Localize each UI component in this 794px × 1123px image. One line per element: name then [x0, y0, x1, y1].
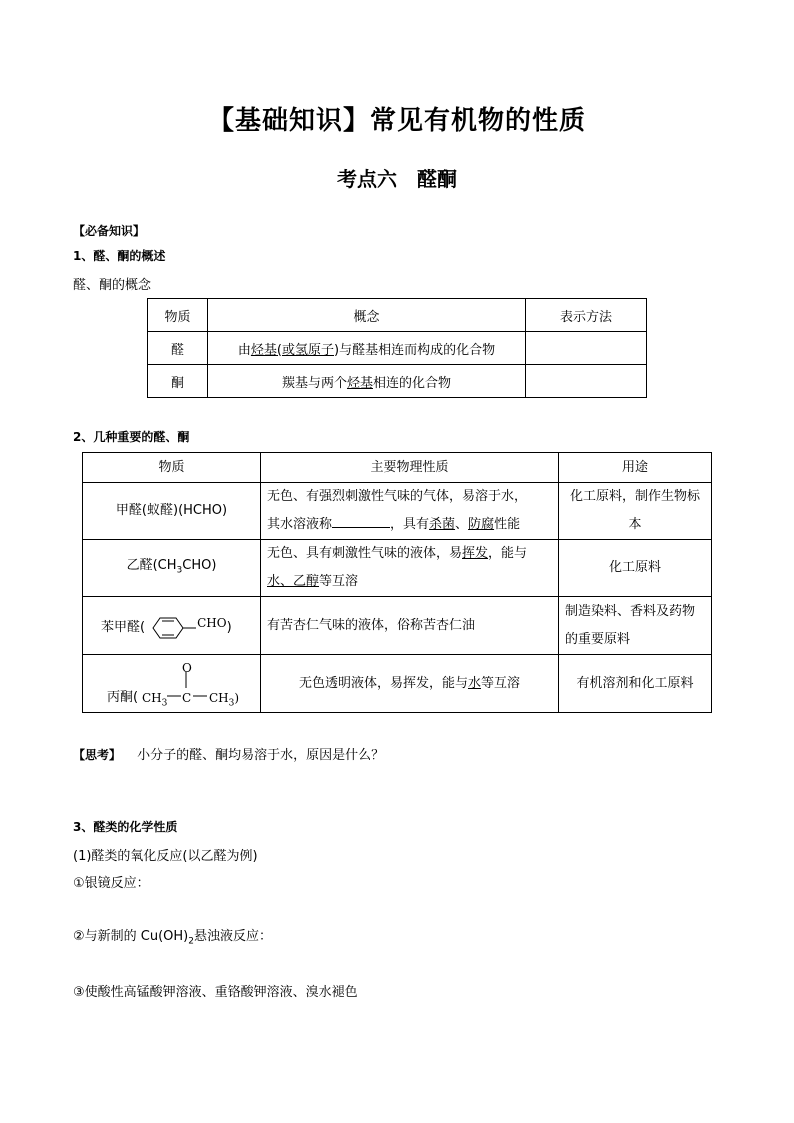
think-label: 【思考】 [73, 748, 122, 762]
table-header-cell: 概念 [208, 299, 526, 332]
section-label: 【必备知识】 [73, 224, 146, 238]
table-header-cell: 物质 [148, 299, 208, 332]
table-row [83, 655, 712, 713]
table-cell: 化工原料，制作生物标本 [559, 483, 712, 540]
table-row [148, 332, 647, 365]
table-header-row [148, 299, 647, 332]
section-1-heading: 1、醛、酮的概述 [73, 249, 166, 263]
section-3-sub1: (1)醛类的氧化反应(以乙醛为例) [73, 849, 258, 864]
table-row [83, 483, 712, 540]
concept-table [147, 298, 647, 398]
table-row [83, 540, 712, 597]
page-subtitle: 考点六 醛酮 [337, 167, 457, 191]
section-3-item3: ③使酸性高锰酸钾溶液、重铬酸钾溶液、溴水褪色 [73, 985, 358, 1000]
think-question [73, 744, 384, 763]
table-cell: 化工原料 [559, 540, 712, 597]
table-cell: 无色透明液体，易挥发，能与水等互溶 [261, 655, 559, 713]
table-cell: 有机溶剂和化工原料 [559, 655, 712, 713]
section-3-item1: ①银镜反应： [73, 876, 150, 891]
page-title: 【基础知识】常见有机物的性质 [207, 106, 586, 136]
table-cell: 无色、有强烈刺激性气味的气体，易溶于水， 其水溶液称 ，具有杀菌、防腐性能 [261, 483, 559, 540]
table-cell [83, 655, 261, 713]
table-header-cell: 物质 [83, 453, 261, 483]
section-3-item2: ②与新制的 $Cu(OH)_2$悬浊液反应： [73, 929, 273, 947]
section-2-heading: 2、几种重要的醛、酮 [73, 430, 190, 444]
section-3-heading: 3、醛类的化学性质 [73, 820, 178, 834]
table-cell [526, 332, 647, 365]
table-cell: 酮 [148, 365, 208, 398]
benzene-ring-structure [145, 615, 197, 641]
table-header-cell: 表示方法 [526, 299, 647, 332]
table-row [83, 597, 712, 655]
table-cell: 醛 [148, 332, 208, 365]
think-text: 小分子的醛、酮均易溶于水，原因是什么？ [137, 748, 385, 763]
table-cell: 制造染料、香料及药物的重要原料 [559, 597, 712, 655]
table-cell: 甲醛(蚁醛)(HCHO) [83, 483, 261, 540]
table-cell: 乙醛$(CH_3CHO)$ [83, 540, 261, 597]
table-header-row [83, 453, 712, 483]
table-cell: 由烃基(或氢原子)与醛基相连而构成的化合物 [208, 332, 526, 365]
table-header-cell: 用途 [559, 453, 712, 483]
table-header-cell: 主要物理性质 [261, 453, 559, 483]
table-cell [526, 365, 647, 398]
table-cell: 羰基与两个烃基相连的化合物 [208, 365, 526, 398]
table-cell: 无色、具有刺激性气味的液体，易挥发，能与 水、乙醇等互溶 [261, 540, 559, 597]
table-cell: 有苦杏仁气味的液体，俗称苦杏仁油 [261, 597, 559, 655]
aldehyde-table [82, 452, 712, 713]
table-row [148, 365, 647, 398]
answer-blank[interactable] [332, 514, 390, 528]
section-1-intro: 醛、酮的概念 [73, 278, 152, 293]
table-cell: 苯甲醛( CHO) [83, 597, 261, 655]
acetone-structure: 丙酮( O $CH_3$ C $CH_3$) [107, 656, 254, 712]
